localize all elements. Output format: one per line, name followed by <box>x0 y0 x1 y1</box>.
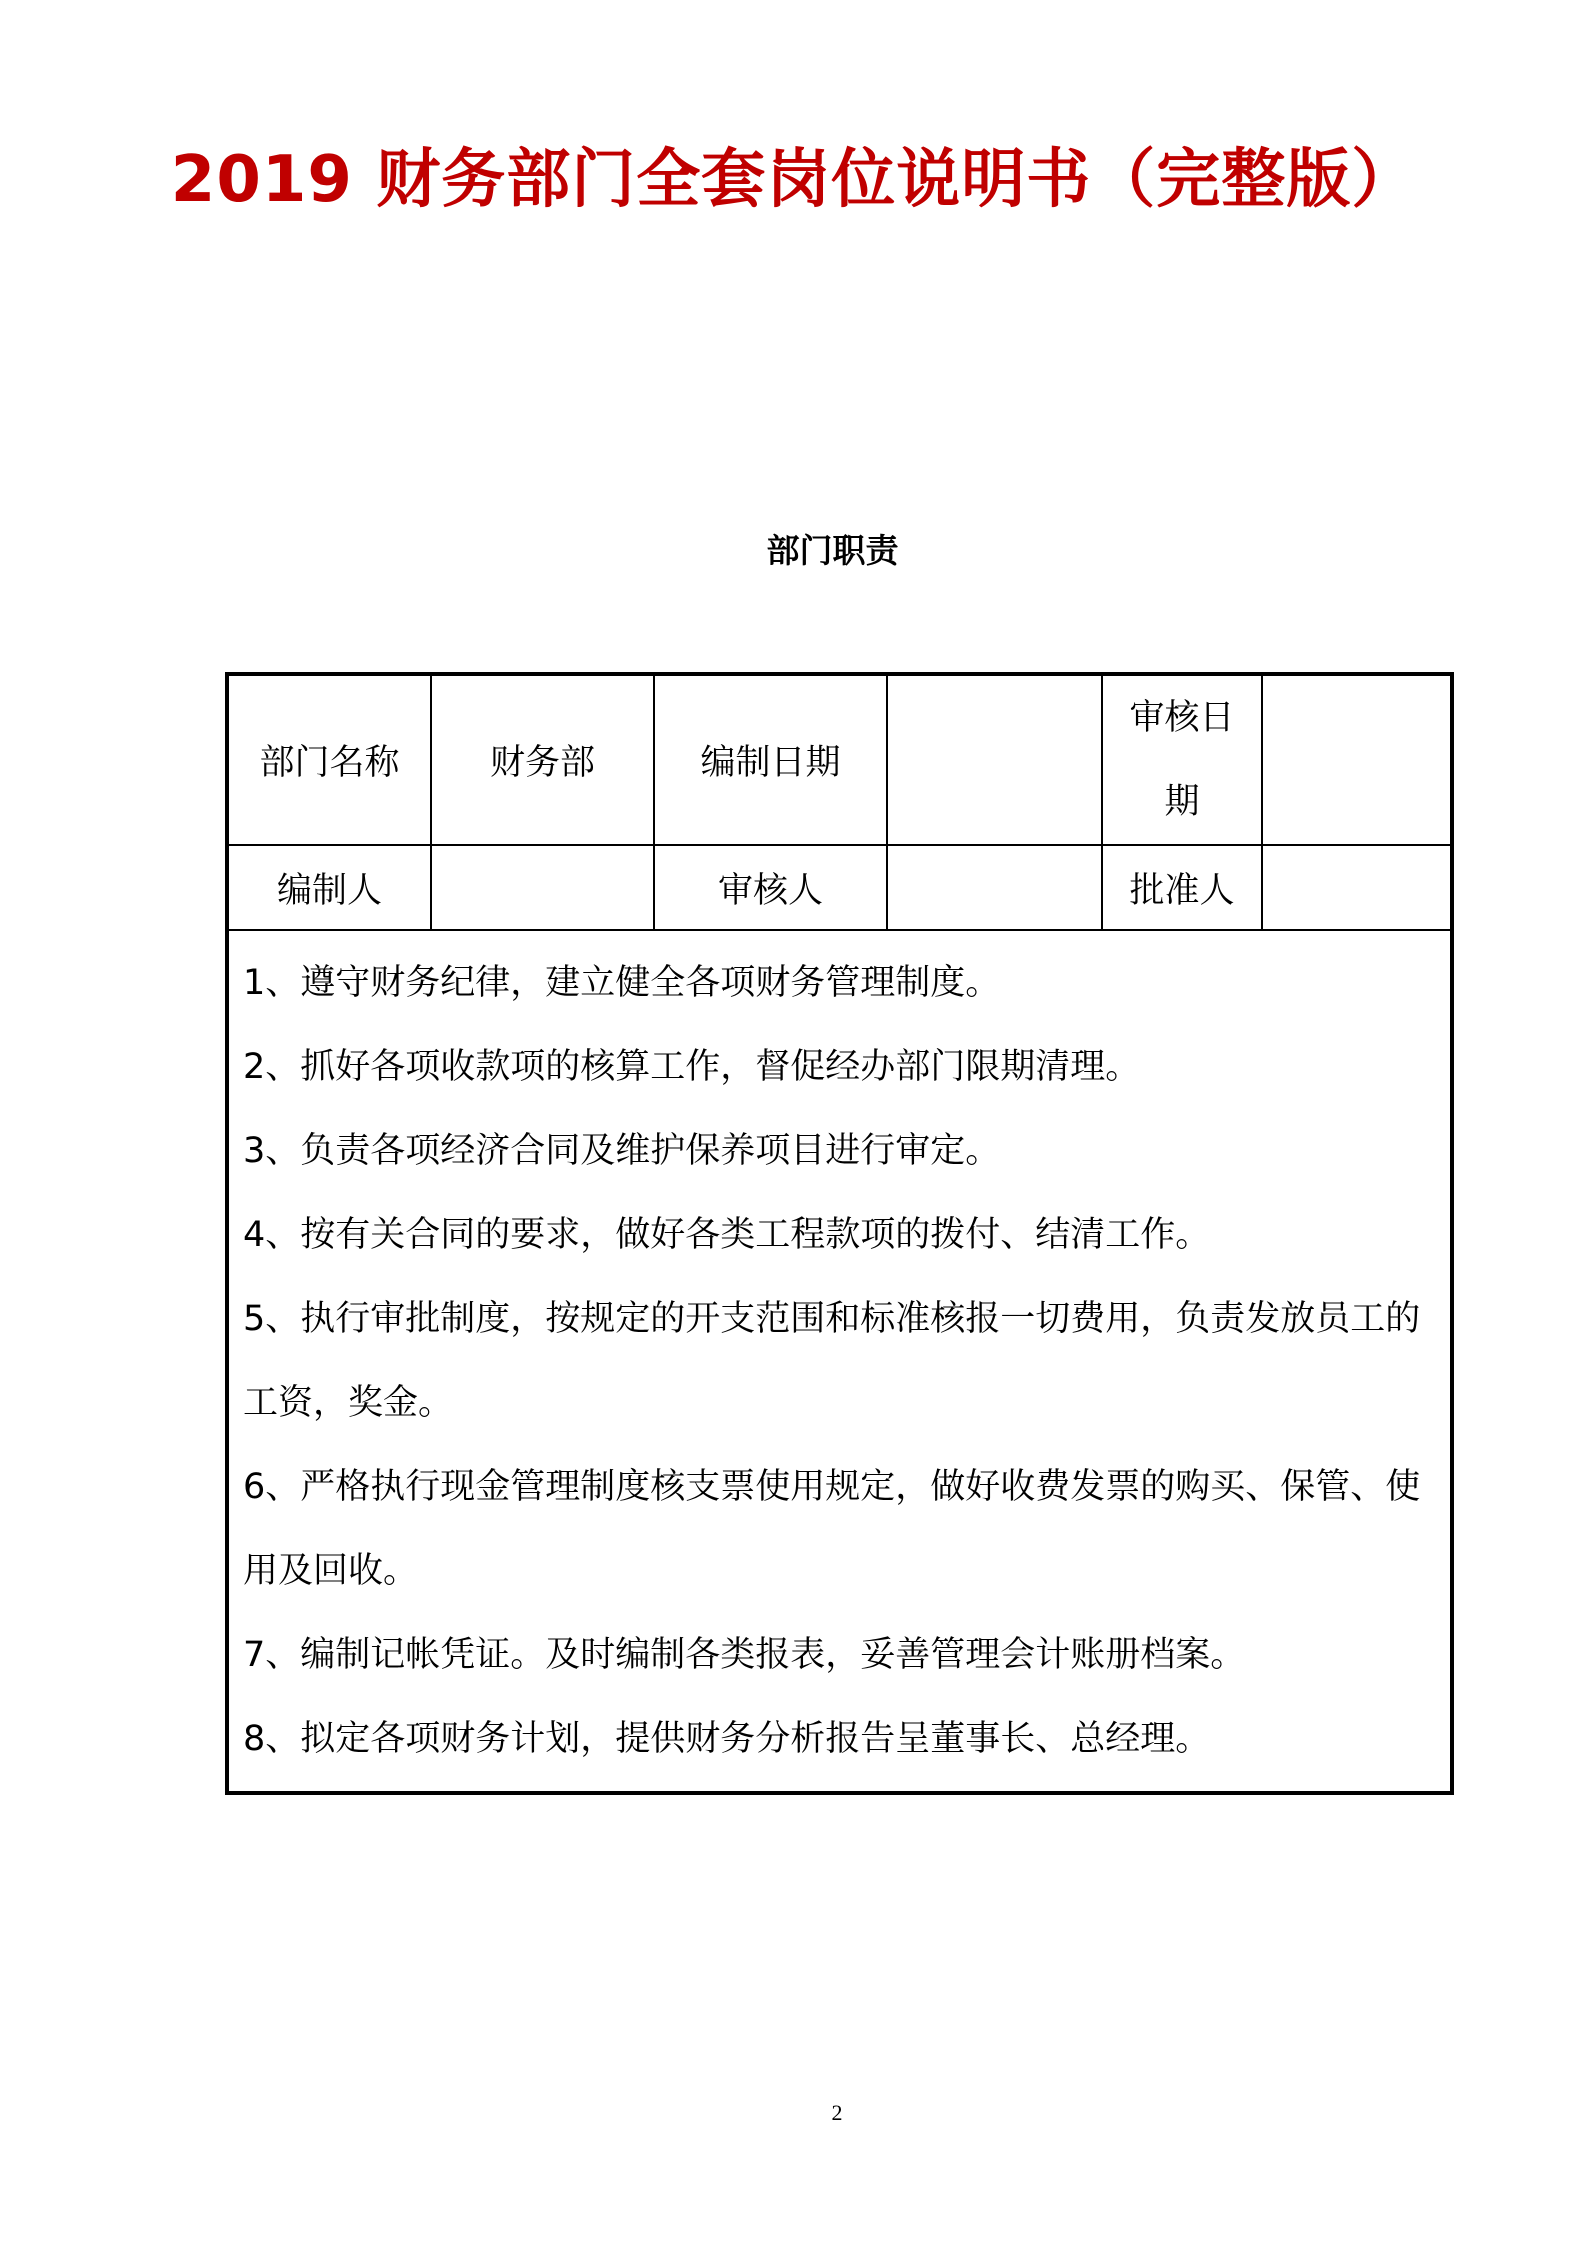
compile-date-label: 编制日期 <box>654 674 887 845</box>
review-date-label: 审核日期 <box>1102 674 1262 845</box>
approver-label: 批准人 <box>1102 845 1262 930</box>
duty-item: 5、执行审批制度，按规定的开支范围和标准核报一切费用，负责发放员工的工资，奖金。 <box>243 1299 1421 1423</box>
document-title: 2019 财务部门全套岗位说明书（完整版） <box>170 143 1417 217</box>
duty-item: 6、严格执行现金管理制度核支票使用规定，做好收费发票的购买、保管、使用及回收。 <box>243 1467 1421 1591</box>
reviewer-label: 审核人 <box>654 845 887 930</box>
approver-value <box>1262 845 1452 930</box>
reviewer-value <box>887 845 1102 930</box>
dept-name-value: 财务部 <box>431 674 654 845</box>
review-date-value <box>1262 674 1452 845</box>
compiler-label: 编制人 <box>227 845 431 930</box>
page-number: 2 <box>831 2100 843 2125</box>
duty-item: 1、遵守财务纪律，建立健全各项财务管理制度。 <box>243 963 1001 1003</box>
compiler-value <box>431 845 654 930</box>
section-heading: 部门职责 <box>766 531 899 570</box>
duty-item: 4、按有关合同的要求，做好各类工程款项的拨付、结清工作。 <box>243 1215 1211 1255</box>
table-row <box>227 845 1452 930</box>
compile-date-value <box>887 674 1102 845</box>
duty-item: 8、拟定各项财务计划，提供财务分析报告呈董事长、总经理。 <box>243 1719 1211 1759</box>
duty-item: 2、抓好各项收款项的核算工作，督促经办部门限期清理。 <box>243 1047 1141 1087</box>
duty-item: 7、编制记帐凭证。及时编制各类报表，妥善管理会计账册档案。 <box>243 1635 1246 1675</box>
dept-name-label: 部门名称 <box>227 674 431 845</box>
table-row <box>227 674 1452 845</box>
department-duties-table <box>225 672 1454 1795</box>
duties-cell <box>227 930 1452 1793</box>
duty-item: 3、负责各项经济合同及维护保养项目进行审定。 <box>243 1131 1001 1171</box>
table-row <box>227 930 1452 1793</box>
